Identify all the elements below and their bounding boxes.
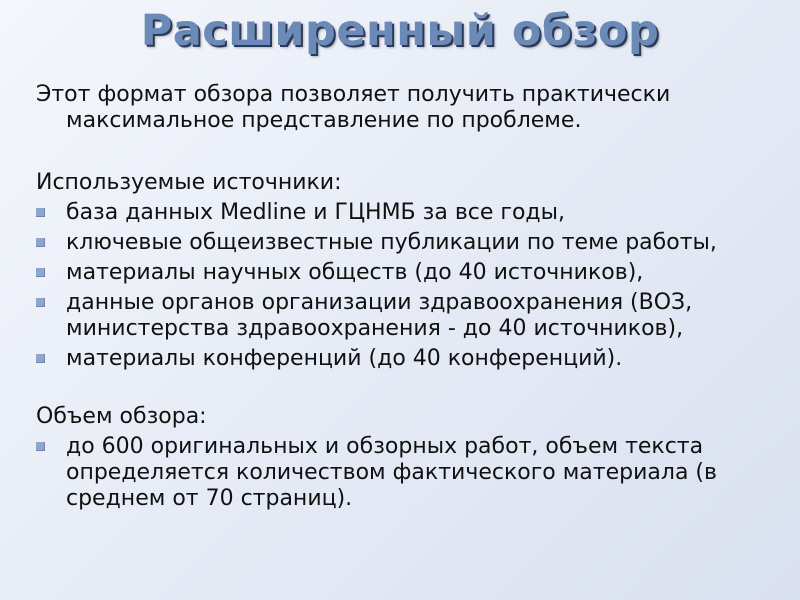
list-item-text: ключевые общеизвестные публикации по теме работы,	[66, 230, 717, 255]
list-item-text: данные органов организации здравоохранения (ВОЗ, министерства здравоохранения - до 40 источников),	[66, 290, 693, 341]
square-bullet-icon	[36, 268, 45, 277]
sources-heading: Используемые источники:	[36, 170, 342, 195]
square-bullet-icon	[36, 442, 45, 451]
volume-list	[36, 434, 766, 512]
list-item	[36, 434, 766, 512]
list-item	[36, 260, 766, 286]
intro-paragraph: Этот формат обзора позволяет получить практически максимальное представление по проблеме.	[36, 82, 671, 133]
list-item-text: до 600 оригинальных и обзорных работ, объем текста определяется количеством фактического материала (в среднем от 70 страниц).	[66, 434, 717, 511]
sources-list	[36, 200, 766, 372]
list-item-text: база данных Medline и ГЦНМБ за все годы,	[66, 200, 565, 225]
list-item-text: материалы конференций (до 40 конференций).	[66, 346, 623, 371]
list-item	[36, 346, 766, 372]
square-bullet-icon	[36, 298, 45, 307]
square-bullet-icon	[36, 238, 45, 247]
volume-heading: Объем обзора:	[36, 404, 207, 429]
square-bullet-icon	[36, 208, 45, 217]
list-item	[36, 290, 766, 342]
list-item-text: материалы научных обществ (до 40 источников),	[66, 260, 644, 285]
square-bullet-icon	[36, 354, 45, 363]
list-item	[36, 230, 766, 256]
slide-title: Расширенный обзор	[140, 6, 660, 56]
slide-body	[36, 82, 766, 512]
list-item	[36, 200, 766, 226]
